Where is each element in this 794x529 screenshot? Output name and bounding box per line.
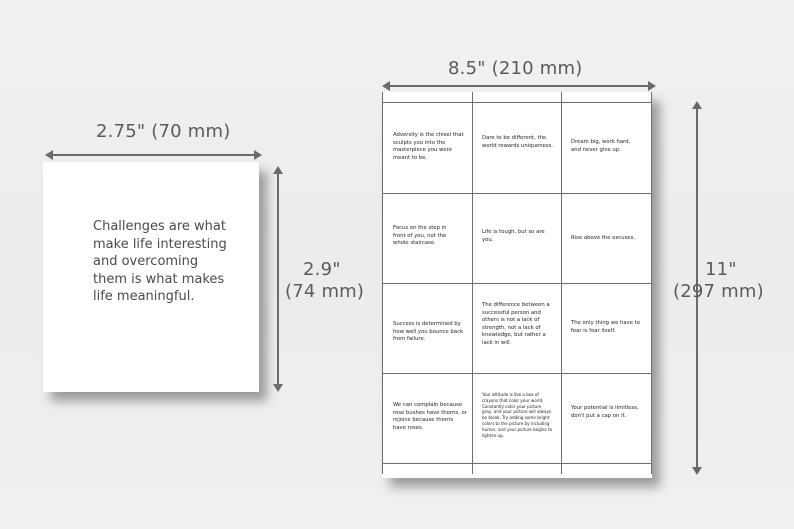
print-sheet <box>382 92 652 478</box>
sheet-height-label-inch: 11" <box>705 259 737 280</box>
card-height-arrow-up-icon <box>273 166 283 174</box>
quote-cell: Life is tough, but so are you. <box>482 229 545 243</box>
grid-line <box>382 193 652 194</box>
quote-cell: We can complain because rose bushes have thorns, or rejoice because thorns have roses. <box>393 402 467 431</box>
grid-line <box>382 373 652 374</box>
card-height-label-inch: 2.9" <box>303 259 341 280</box>
sheet-height-label-mm: (297 mm) <box>673 281 764 302</box>
quote-cell: Focus on the step in front of you, not the whole staircase. <box>393 225 447 247</box>
card-width-label: 2.75" (70 mm) <box>96 121 231 142</box>
sheet-width-arrow-right-icon <box>648 81 656 91</box>
grid-line <box>382 102 652 103</box>
quote-card <box>43 162 259 392</box>
card-width-arrow-right-icon <box>254 150 262 160</box>
quote-cell: Dream big, work hard, and never give up. <box>571 139 631 153</box>
sheet-width-arrow-left-icon <box>382 81 390 91</box>
quote-cell: Your potential is limitless, don't put a cap on it. <box>571 405 639 419</box>
quote-cell: The only thing we have to fear is fear itself. <box>571 320 641 334</box>
sheet-width-line <box>388 85 650 87</box>
quote-cell: Dare to be different, the world rewards uniqueness. <box>482 135 554 149</box>
card-height-label-mm: (74 mm) <box>285 281 365 302</box>
quote-cell: Rise above the excuses. <box>571 235 636 241</box>
card-height-line <box>277 172 279 384</box>
grid-line <box>382 463 652 464</box>
card-quote-text: Challenges are what make life interesting and overcoming them is what makes life meaningful. <box>93 219 227 305</box>
sheet-height-arrow-up-icon <box>692 101 702 109</box>
grid-line <box>382 283 652 284</box>
quote-cell: Adversity is the chisel that sculpts you into the masterpiece you were meant to be. <box>393 132 464 161</box>
quote-cell: Success is determined by how well you bounce back from failure. <box>393 321 464 343</box>
sheet-height-arrow-down-icon <box>692 467 702 475</box>
card-height-arrow-down-icon <box>273 384 283 392</box>
quote-cell: Your attitude is like a box of crayons that color your world. Constantly color your picture gray, and your picture will always be bleak. Try adding some bright colors to the picture by including humor, and your picture begins to lighten up. <box>482 392 553 438</box>
quote-cell: The difference between a successful person and others is not a lack of strength, not a lack of knowledge, but rather a lack in will. <box>482 302 550 346</box>
sheet-width-label: 8.5" (210 mm) <box>448 58 583 79</box>
card-width-arrow-left-icon <box>45 150 53 160</box>
card-width-line <box>50 154 256 156</box>
